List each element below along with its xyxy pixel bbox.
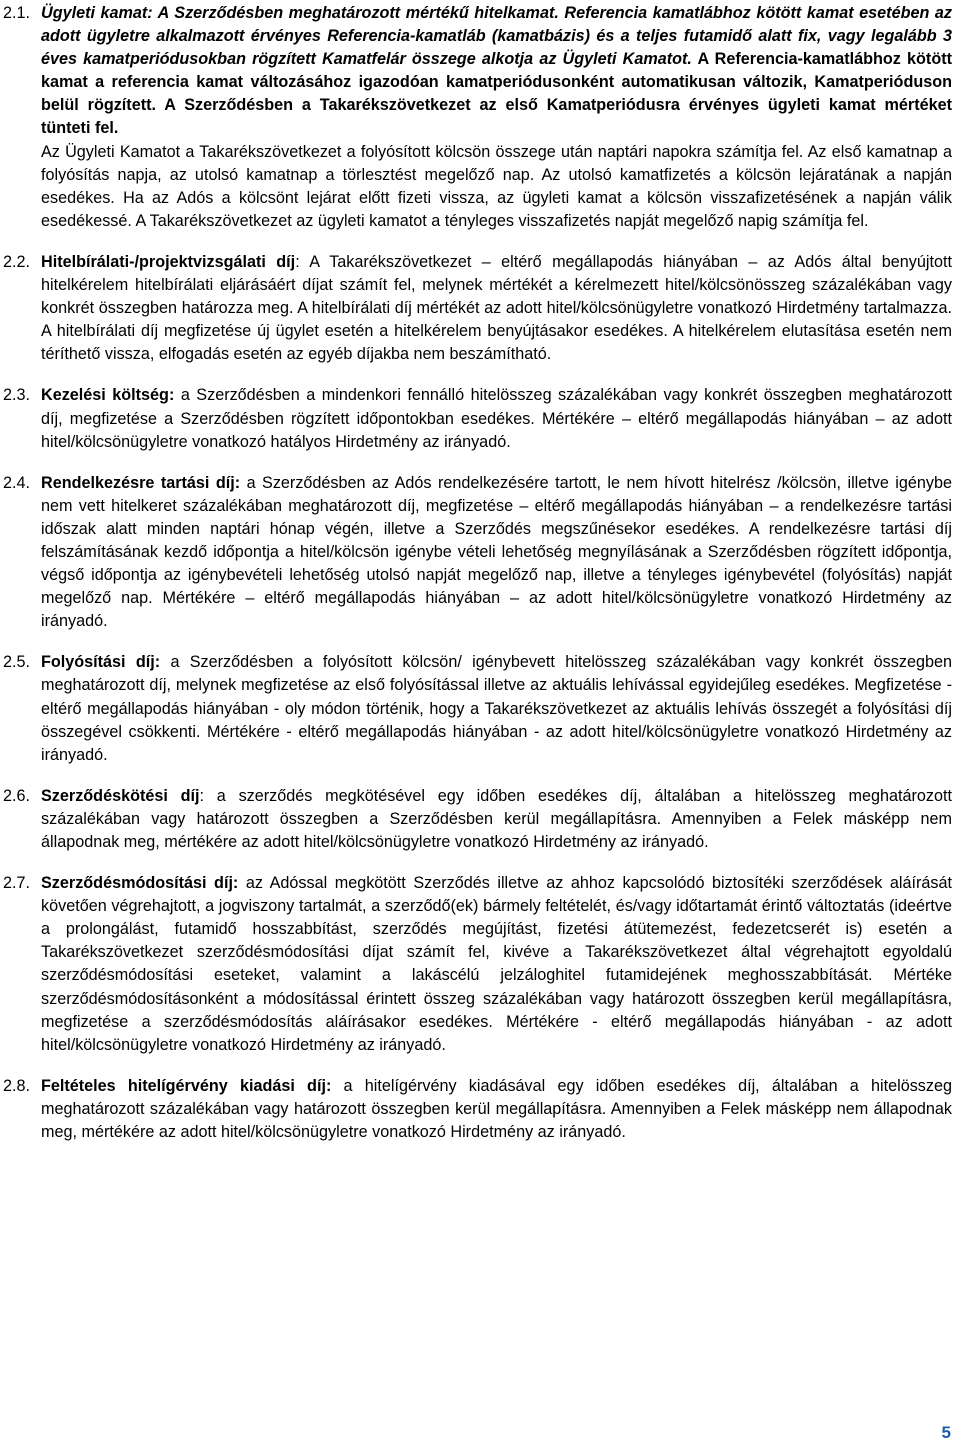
section-number: 2.1.: [3, 4, 31, 22]
body-text: az Adóssal megkötött Szerződés illetve az ahhoz kapcsolódó biztosítéki szerződések aláírását követően végrehajtott, a jogviszony tartalmát, a szerződő(ek) bármely feltételét, és/vagy időtartamát érintő változtatás (ideértve a prolongálást, futamidő hosszabbítást, szerződés megújítást, fizetési átütemezést, fedezetcserét is) esetén a Takarékszövetkezet szerződésmódosítási díjat számít fel, kivéve a Takarékszövetkezet által végrehajtott egyoldalú szerződésmódosítási eseteket, valamint a lakáscélú jelzáloghitel futamidejének meghosszabbítását. Mértéke szerződésmódosításonként a módosítással érintett összeg százalékában vagy határozott összegben kerül megállapításra, megfizetése a szerződésmódosítás aláírásakor esedékes. Mértékére - eltérő megállapodás hiányában - az adott hitel/kölcsönügyletre vonatkozó Hirdetmény az irányadó.: [41, 874, 952, 1054]
section-number: 2.5.: [3, 653, 31, 672]
section-paragraph: [41, 384, 952, 453]
body-text: a Szerződésben a folyósított kölcsön/ igénybevett hitelösszeg százalékában vagy konkrét összegben meghatározott díj, melynek megfizetése az első folyósítással illetve az aktuális lehívással egyidejűleg esedékes. Megfizetése - eltérő megállapodás hiányában - oly módon történik, hogy a Takarékszövetkezet az aktuális lehívás összegét a folyósítási díj összegével csökkenti. Mértékére - eltérő megállapodás hiányában - az adott hitel/kölcsönügyletre vonatkozó Hirdetmény az irányadó.: [41, 653, 952, 764]
emphasized-text: Folyósítási díj:: [41, 653, 161, 672]
emphasized-text: Rendelkezésre tartási díj:: [41, 473, 241, 492]
emphasized-text: Szerződésmódosítási díj:: [41, 874, 239, 893]
sections-container: [0, 2, 952, 1144]
body-text: : a szerződés megkötésével egy időben esedékes díj, általában a hitelösszeg meghatározott százalékában vagy határozott összegben a Szerződésben kerül megállapításra. Amennyiben a Felek másképp nem állapodnak meg, mértékére az adott hitel/kölcsönügyletre vonatkozó Hirdetmény az irányadó.: [41, 786, 952, 851]
section-paragraph: [41, 2, 952, 141]
section-2-5: [0, 651, 952, 766]
body-text: : A Takarékszövetkezet – eltérő megállapodás hiányában – az Adós által benyújtott hitelkérelem hitelbírálati eljárásáért díjat számít fel, melynek mértékét a kérelmezett hitel/kölcsönösszeg százalékában vagy konkrét összegben határozza meg. A hitelbírálati díj mértékét az adott hitel/kölcsönügyletre vonatkozó Hirdetmény tartalmazza. A hitelbírálati díj megfizetése új ügylet esetén a hitelkérelem benyújtásakor esedékes. A hitelkérelem elutasítása esetén nem téríthető vissza, elfogadás esetén az egyéb díjakba nem beszámítható.: [41, 252, 952, 364]
emphasized-text: A Referencia-kamatlábhoz kötött kamat a referencia kamat változásához igazodóan kamatperiódusonként automatikusan változik, Kamatperióduson belül rögzített. A Szerződésben a Takarékszövetkezet az első Kamatperiódusra érvényes ügyleti kamat mértéket tünteti fel.: [41, 50, 952, 138]
section-paragraph: [41, 141, 952, 233]
section-number: 2.2.: [3, 252, 31, 271]
section-2-8: [0, 1075, 952, 1144]
section-paragraph: [41, 251, 952, 366]
body-text: Az Ügyleti Kamatot a Takarékszövetkezet a folyósított kölcsön összege után naptári napokra számítja fel. Az első kamatnap a folyósítás napja, az utolsó kamatnap a törlesztést megelőző nap. Az utolsó kamatfizetés a kölcsön lejáratának a napján esedékes. Ha az Adós a kölcsönt lejárat előtt fizeti vissza, az ügyleti kamat a kölcsön visszafizetésének a napján válik esedékessé. A Takarékszövetkezet az ügyleti kamatot a tényleges visszafizetés napját megelőző napig számítja fel.: [41, 142, 952, 230]
emphasized-text: Kezelési költség:: [41, 386, 175, 405]
section-paragraph: [41, 1075, 952, 1144]
section-2-1: [0, 2, 952, 233]
section-number: 2.7.: [3, 874, 31, 893]
section-2-3: [0, 384, 952, 453]
section-number: 2.3.: [3, 386, 31, 405]
section-paragraph: [41, 472, 952, 634]
emphasized-text: Hitelbírálati-/projektvizsgálati díj: [41, 252, 296, 271]
emphasized-text: Feltételes hitelígérvény kiadási díj:: [41, 1076, 332, 1095]
body-text: a Szerződésben a mindenkori fennálló hitelösszeg százalékában vagy konkrét összegben meghatározott díj, megfizetése a Szerződésben rögzített időpontokban esedékes. Mértékére – eltérő megállapodás hiányában – az adott hitel/kölcsönügyletre vonatkozó hatályos Hirdetmény az irányadó.: [41, 386, 953, 451]
section-number: 2.8.: [3, 1076, 31, 1095]
page-number: 5: [941, 1423, 951, 1442]
section-paragraph: [41, 872, 952, 1057]
body-text: a Szerződésben az Adós rendelkezésére tartott, le nem hívott hitelrész /kölcsön, illetve igénybe nem vett hitelkeret százalékában meghatározott díj, megfizetése – eltérő megállapodás hiányában – a rendelkezésre tartási időszak alatt minden naptári hónap végén, illetve a Szerződés megszűnésekor esedékes. A rendelkezésre tartási díj felszámításának kezdő időpontja a hitel/kölcsön igénybe vételi lehetőség megnyílásának a Szerződésben rögzített időpontja, végső időpontja az igénybevételi lehetőség utolsó napját megelőző nap, illetve a tényleges igénybevétel (folyósítás) napját megelőző nap. Mértékére – eltérő megállapodás hiányában – az adott hitel/kölcsönügyletre vonatkozó Hirdetmény az irányadó.: [41, 473, 953, 631]
emphasized-text: Szerződéskötési díj: [41, 786, 200, 805]
emphasized-text: Ügyleti kamat: A Szerződésben meghatározott mértékű hitelkamat. Referencia kamatlábhoz kötött kamat esetében az adott ügyletre alkalmazott érvényes Referencia-kamatláb (kamatbázis) és a teljes futamidő alatt fix, vagy legalább 3 éves kamatperiódusokban rögzített Kamatfelár összege alkotja az Ügyleti Kamatot.: [41, 4, 952, 69]
section-number: 2.4.: [3, 473, 31, 492]
section-2-2: [0, 251, 952, 366]
section-2-4: [0, 472, 952, 634]
section-paragraph: [41, 785, 952, 854]
section-paragraph: [41, 651, 952, 766]
section-2-6: [0, 785, 952, 854]
section-number: 2.6.: [3, 786, 31, 805]
body-text: a hitelígérvény kiadásával egy időben esedékes díj, általában a hitelösszeg meghatározott százalékában vagy határozott összegben kerül megállapításra. Amennyiben a Felek másképp nem állapodnak meg, mértékére az adott hitel/kölcsönügyletre vonatkozó Hirdetmény az irányadó.: [41, 1076, 952, 1142]
section-2-7: [0, 872, 952, 1057]
